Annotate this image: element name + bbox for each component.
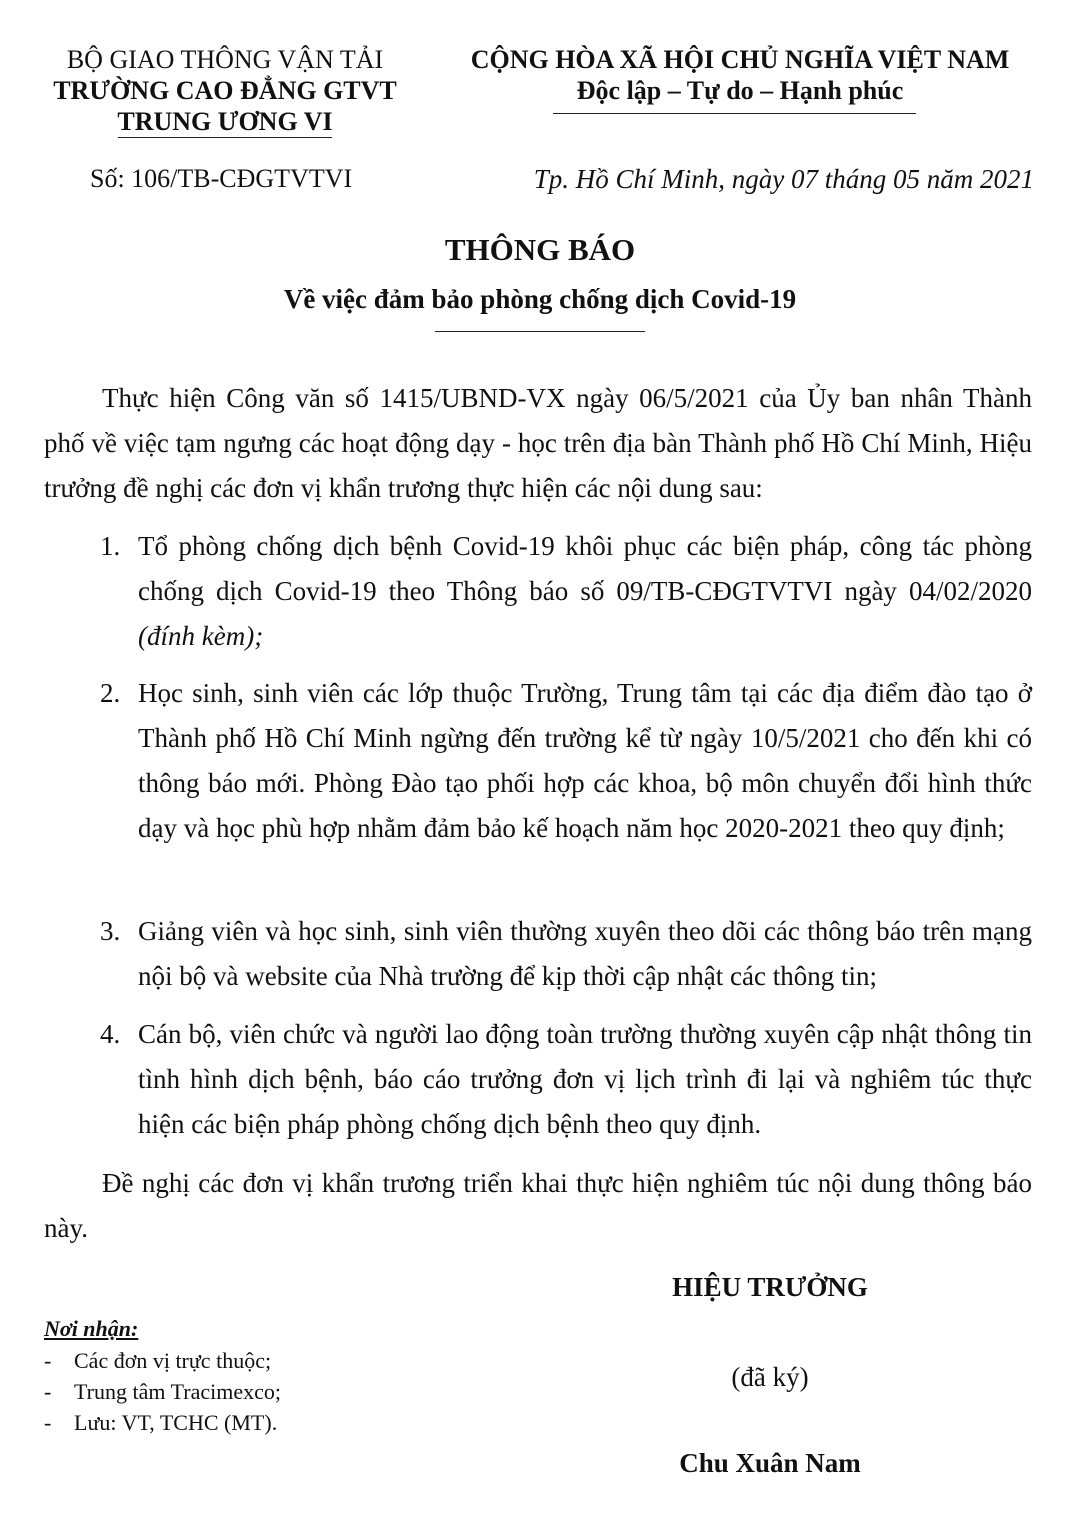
national-motto: Độc lập – Tự do – Hạnh phúc — [576, 76, 904, 105]
national-header — [440, 44, 1040, 106]
place-date: Tp. Hồ Chí Minh, ngày 07 tháng 05 năm 2021 — [533, 164, 1034, 194]
recipient-text: Các đơn vị trực thuộc; — [74, 1348, 272, 1373]
recipient-text: Trung tâm Tracimexco; — [74, 1379, 281, 1404]
list-item — [44, 1345, 281, 1376]
intro-paragraph: Thực hiện Công văn số 1415/UBND-VX ngày 06/5/2021 của Ủy ban nhân Thành phố về việc tạm ngưng các hoạt động dạy - học trên địa bàn Thành phố Hồ Chí Minh, Hiệu trưởng đề nghị các đơn vị khẩn trương thực hiện các nội dung sau: — [44, 383, 1032, 503]
item-number: 3. — [100, 916, 121, 946]
recipient-text: Lưu: VT, TCHC (MT). — [74, 1410, 278, 1435]
bullet-dash: - — [44, 1348, 52, 1373]
list-item — [44, 1407, 281, 1438]
bullet-dash: - — [44, 1379, 52, 1404]
item-text: Tổ phòng chống dịch bệnh Covid-19 khôi phục các biện pháp, công tác phòng chống dịch Covid-19 theo Thông báo số 09/TB-CĐGTVTVI ngày 04/02/2020 — [138, 531, 1032, 606]
signed-note: (đã ký) — [731, 1362, 809, 1392]
item-number: 2. — [100, 678, 121, 708]
list-item: Giảng viên và học sinh, sinh viên thường xuyên theo dõi các thông báo trên mạng nội bộ và website của Nhà trường để kịp thời cập nhật các thông tin; — [138, 916, 1032, 991]
list-item — [138, 524, 1032, 659]
recipients-list — [44, 1345, 281, 1438]
document-title: THÔNG BÁO — [444, 232, 636, 267]
issuing-agency — [40, 44, 410, 137]
agency-underline — [118, 137, 332, 138]
subtitle-underline — [435, 331, 645, 332]
item-number: 1. — [100, 531, 121, 561]
school-name-line1: TRƯỜNG CAO ĐẲNG GTVT — [53, 76, 397, 105]
motto-underline — [553, 113, 916, 114]
closing-paragraph: Đề nghị các đơn vị khẩn trương triển khai thực hiện nghiêm túc nội dung thông báo này. — [44, 1168, 1032, 1243]
item-note: (đính kèm); — [138, 621, 264, 651]
document-subtitle: Về việc đảm bảo phòng chống dịch Covid-19 — [283, 284, 797, 314]
item-number: 4. — [100, 1019, 121, 1049]
recipients-heading: Nơi nhận: — [44, 1316, 139, 1341]
list-item — [44, 1376, 281, 1407]
bullet-dash: - — [44, 1410, 52, 1435]
list-item: Cán bộ, viên chức và người lao động toàn trường thường xuyên cập nhật thông tin tình hình dịch bệnh, báo cáo trưởng đơn vị lịch trình đi lại và nghiêm túc thực hiện các biện pháp phòng chống dịch bệnh theo quy định. — [138, 1019, 1032, 1139]
signer-title: HIỆU TRƯỞNG — [672, 1272, 868, 1302]
ministry-name: BỘ GIAO THÔNG VẬN TẢI — [66, 45, 384, 74]
school-name-line2: TRUNG ƯƠNG VI — [117, 107, 333, 136]
document-number: Số: 106/TB-CĐGTVTVI — [90, 164, 353, 193]
signer-name: Chu Xuân Nam — [679, 1448, 861, 1478]
list-item: Học sinh, sinh viên các lớp thuộc Trường, Trung tâm tại các địa điểm đào tạo ở Thành phố Hồ Chí Minh ngừng đến trường kể từ ngày 10/5/2021 cho đến khi có thông báo mới. Phòng Đào tạo phối hợp các khoa, bộ môn chuyển đổi hình thức dạy và học phù hợp nhằm đảm bảo kế hoạch năm học 2020-2021 theo quy định; — [138, 678, 1032, 843]
nation-name: CỘNG HÒA XÃ HỘI CHỦ NGHĨA VIỆT NAM — [470, 45, 1010, 74]
